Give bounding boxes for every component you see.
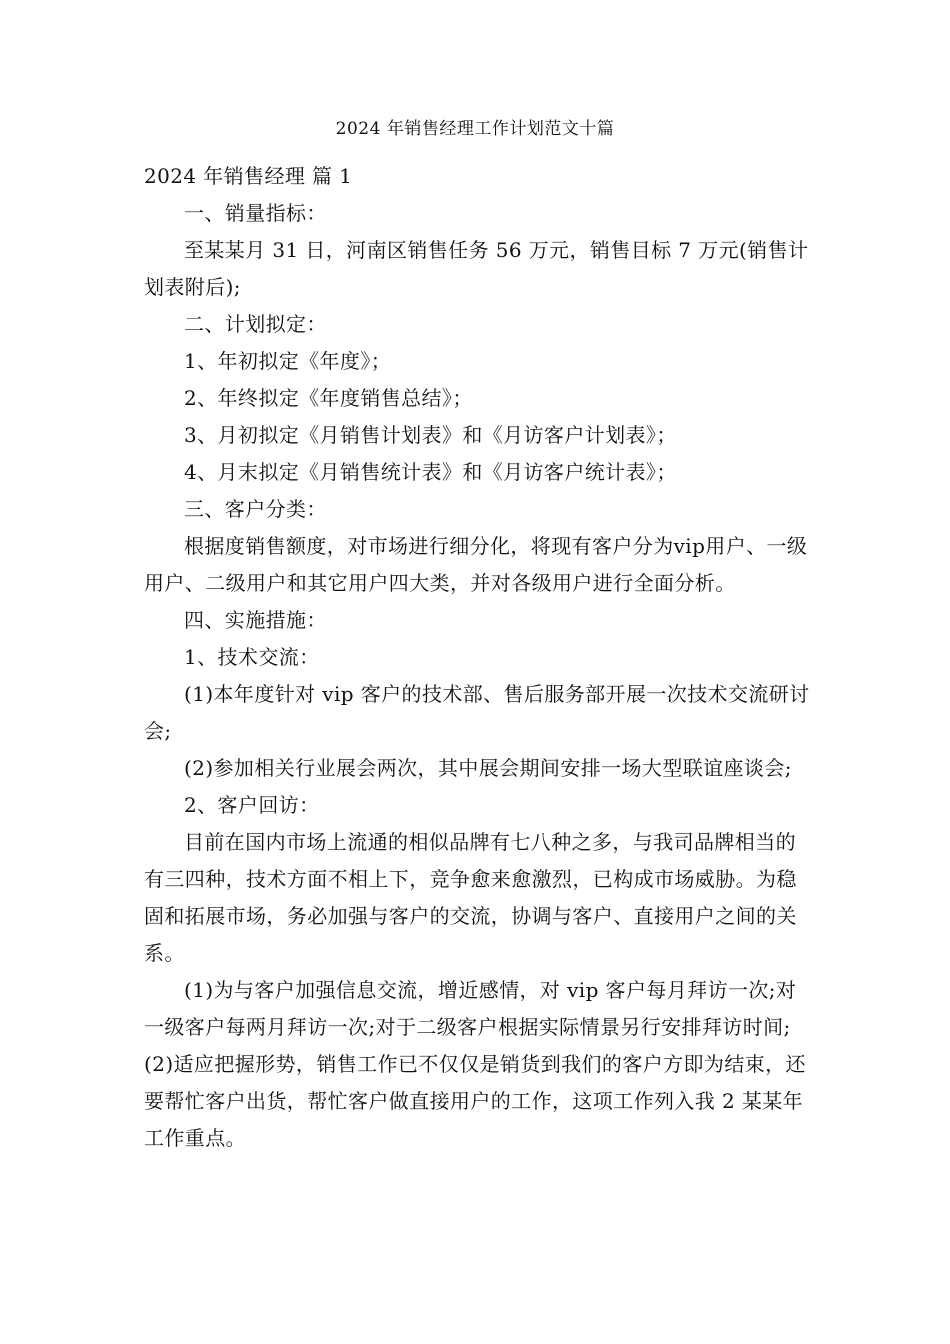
document-body [144, 158, 814, 1157]
document-title: 2024 年销售经理工作计划范文十篇 [335, 119, 615, 139]
paragraph-16: (1)为与客户加强信息交流，增近感情，对 vip 客户每月拜访一次;对一级客户每两月拜访一次;对于二级客户根据实际情景另行安排拜访时间;(2)适应把握形势，销售工作已不仅仅是销货到我们的客户方即为结束，还要帮忙客户出货，帮忙客户做直接用户的工作，这项工作列入我 2 某某年工作重点。 [144, 978, 806, 1150]
paragraph-5: 2、年终拟定《年度销售总结》； [184, 386, 473, 410]
paragraph-2: 至某某月 31 日，河南区销售任务 56 万元，销售目标 7 万元(销售计划表附后); [144, 238, 809, 299]
paragraph-3: 二、计划拟定： [184, 312, 327, 336]
paragraph-1: 一、销量指标： [184, 201, 327, 225]
paragraph-12: (1)本年度针对 vip 客户的技术部、售后服务部开展一次技术交流研讨会; [144, 682, 810, 743]
paragraph-14: 2、客户回访： [184, 793, 320, 817]
paragraph-11: 1、技术交流： [184, 645, 320, 669]
section-heading: 2024 年销售经理 篇 1 [144, 164, 353, 188]
paragraph-4: 1、年初拟定《年度》； [184, 349, 392, 373]
paragraph-10: 四、实施措施： [184, 608, 327, 632]
paragraph-13: (2)参加相关行业展会两次，其中展会期间安排一场大型联谊座谈会; [184, 756, 792, 780]
paragraph-7: 4、月末拟定《月销售统计表》和《月访客户统计表》； [184, 460, 677, 484]
paragraph-8: 三、客户分类： [184, 497, 327, 521]
paragraph-6: 3、月初拟定《月销售计划表》和《月访客户计划表》； [184, 423, 677, 447]
paragraph-15: 目前在国内市场上流通的相似品牌有七八种之多，与我司品牌相当的有三四种，技术方面不相上下，竞争愈来愈激烈，已构成市场威胁。为稳固和拓展市场，务必加强与客户的交流，协调与客户、直接用户之间的关系。 [144, 830, 797, 965]
paragraph-9: 根据度销售额度，对市场进行细分化，将现有客户分为vip用户、一级用户、二级用户和其它用户四大类，并对各级用户进行全面分析。 [144, 534, 808, 595]
